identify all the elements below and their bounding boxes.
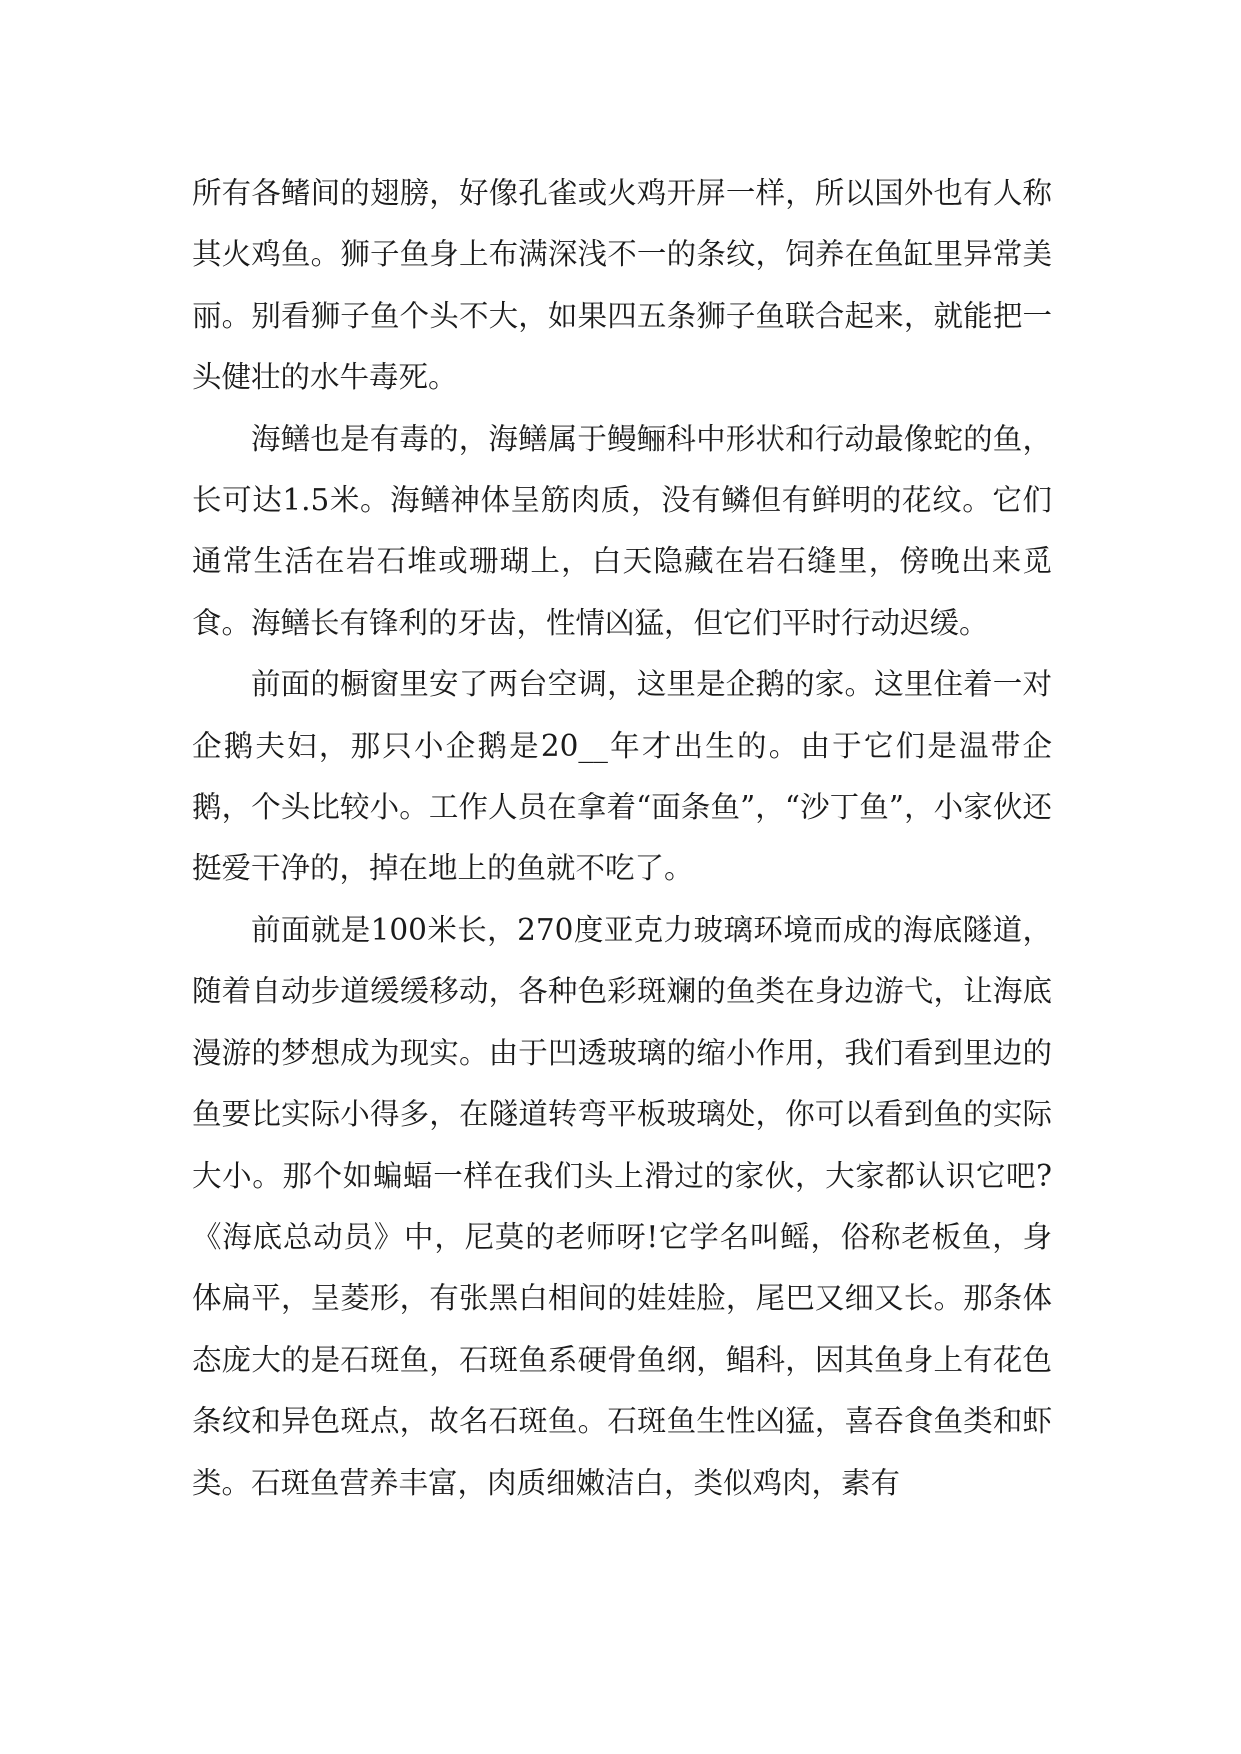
paragraph-moray-eel: 海鳝也是有毒的，海鳝属于鳗鲡科中形状和行动最像蛇的鱼，长可达1.5米。海鳝神体呈筋肉质，没有鳞但有鲜明的花纹。它们通常生活在岩石堆或珊瑚上，白天隐藏在岩石缝里，傍晚出来觅食。海鳝长有锋利的牙齿，性情凶猛，但它们平时行动迟缓。	[192, 421, 1052, 640]
paragraph-penguins: 前面的橱窗里安了两台空调，这里是企鹅的家。这里住着一对企鹅夫妇，那只小企鹅是20__年才出生的。由于它们是温带企鹅，个头比较小。工作人员在拿着“面条鱼”，“沙丁鱼”，小家伙还挺爱干净的，掉在地上的鱼就不吃了。	[192, 667, 1052, 886]
article-body	[192, 163, 1052, 1514]
paragraph-lionfish-continued: 所有各鳍间的翅膀，好像孔雀或火鸡开屏一样，所以国外也有人称其火鸡鱼。狮子鱼身上布满深浅不一的条纹，饲养在鱼缸里异常美丽。别看狮子鱼个头不大，如果四五条狮子鱼联合起来，就能把一头健壮的水牛毒死。	[192, 176, 1052, 395]
paragraph-undersea-tunnel: 前面就是100米长，270度亚克力玻璃环境而成的海底隧道，随着自动步道缓缓移动，各种色彩斑斓的鱼类在身边游弋，让海底漫游的梦想成为现实。由于凹透玻璃的缩小作用，我们看到里边的鱼要比实际小得多，在隧道转弯平板玻璃处，你可以看到鱼的实际大小。那个如蝙蝠一样在我们头上滑过的家伙，大家都认识它吧?《海底总动员》中，尼莫的老师呀!它学名叫鳐，俗称老板鱼，身体扁平，呈菱形，有张黑白相间的娃娃脸，尾巴又细又长。那条体态庞大的是石斑鱼，石斑鱼系硬骨鱼纲，鲳科，因其鱼身上有花色条纹和异色斑点，故名石斑鱼。石斑鱼生性凶猛，喜吞食鱼类和虾类。石斑鱼营养丰富，肉质细嫩洁白，类似鸡肉，素有	[192, 912, 1052, 1500]
